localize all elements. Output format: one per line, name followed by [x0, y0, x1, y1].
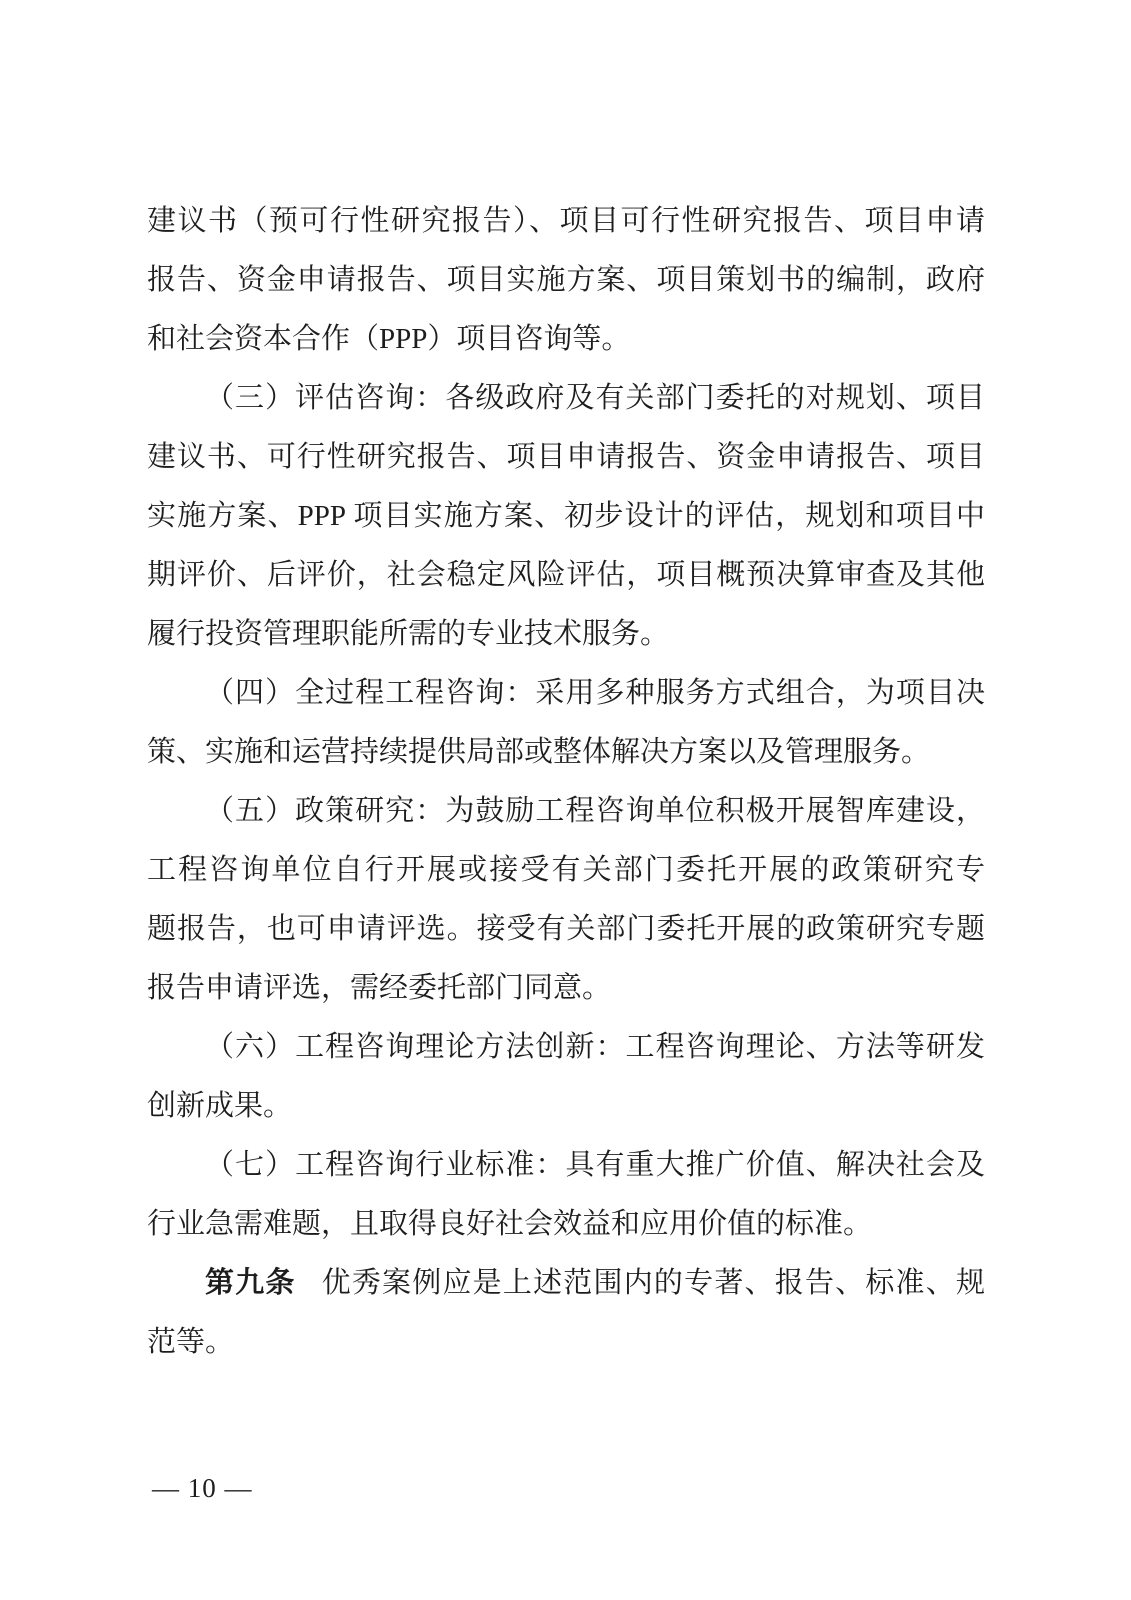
- text-line: 策、实施和运营持续提供局部或整体解决方案以及管理服务。: [147, 736, 931, 768]
- text-line: （四）全过程工程咨询：采用多种服务方式组合，为项目决: [205, 677, 985, 709]
- article-number: 第九条: [205, 1267, 296, 1299]
- text-line: （六）工程咨询理论方法创新：工程咨询理论、方法等研发: [205, 1031, 985, 1063]
- text-line: 报告、资金申请报告、项目实施方案、项目策划书的编制，政府: [147, 264, 985, 296]
- text-line: 期评价、后评价，社会稳定风险评估，项目概预决算审查及其他: [147, 559, 985, 591]
- text-line: （三）评估咨询：各级政府及有关部门委托的对规划、项目: [205, 382, 985, 414]
- text-line: 工程咨询单位自行开展或接受有关部门委托开展的政策研究专: [147, 854, 985, 886]
- text-line: （七）工程咨询行业标准：具有重大推广价值、解决社会及: [205, 1149, 985, 1181]
- text-line: 报告申请评选，需经委托部门同意。: [147, 972, 612, 1004]
- text-line: 创新成果。: [147, 1090, 293, 1122]
- text-line: 履行投资管理职能所需的专业技术服务。: [147, 618, 670, 650]
- text-line: 建议书（预可行性研究报告）、项目可行性研究报告、项目申请: [147, 205, 985, 237]
- text-line: [147, 1254, 985, 1313]
- text-line: （五）政策研究：为鼓励工程咨询单位积极开展智库建设，: [205, 795, 985, 827]
- text-line: 建议书、可行性研究报告、项目申请报告、资金申请报告、项目: [147, 441, 985, 473]
- document-body: [147, 192, 985, 1372]
- text-line: 实施方案、PPP 项目实施方案、初步设计的评估，规划和项目中: [147, 500, 985, 532]
- page-number: — 10 —: [152, 1473, 253, 1503]
- article-text: 优秀案例应是上述范围内的专著、报告、标准、规: [321, 1267, 985, 1299]
- text-line: 行业急需难题，且取得良好社会效益和应用价值的标准。: [147, 1208, 873, 1240]
- text-line: 和社会资本合作（PPP）项目咨询等。: [147, 323, 631, 355]
- text-line: 题报告，也可申请评选。接受有关部门委托开展的政策研究专题: [147, 913, 985, 945]
- text-line: 范等。: [147, 1326, 235, 1358]
